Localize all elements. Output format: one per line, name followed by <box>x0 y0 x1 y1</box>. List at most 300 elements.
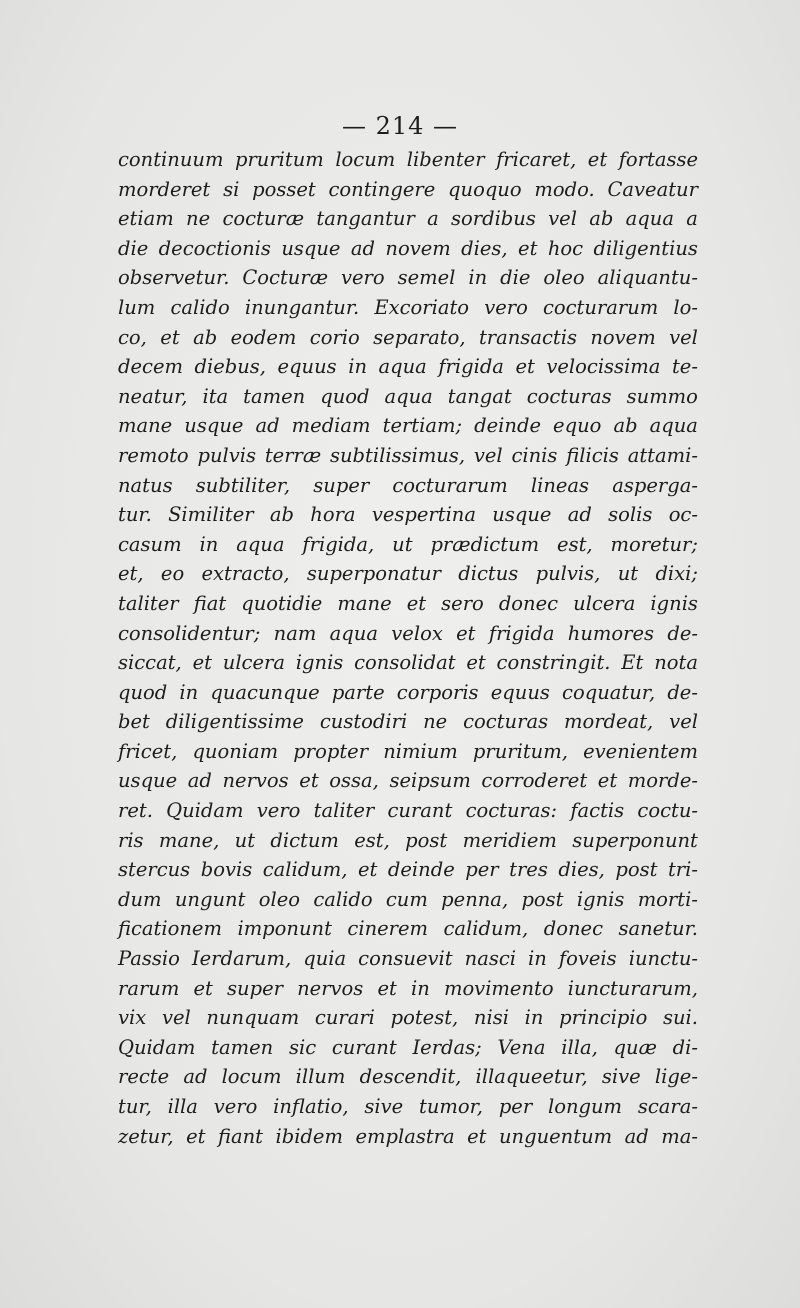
word: etiam <box>118 207 174 231</box>
word: superponunt <box>572 828 698 852</box>
word: neatur, <box>118 384 188 408</box>
word: ad <box>183 1065 208 1089</box>
word: decoctionis <box>158 236 271 260</box>
word: tangantur <box>316 207 415 231</box>
word: tur, <box>118 1095 152 1118</box>
word: te- <box>671 355 698 379</box>
word: solis <box>608 503 653 527</box>
word: continuum <box>118 148 224 171</box>
word: nervos <box>222 769 289 793</box>
text-line <box>118 559 698 589</box>
word: aliquantu- <box>597 266 698 290</box>
word: consolidat <box>354 651 456 675</box>
word: quoniam <box>192 739 279 763</box>
word: calidum, <box>262 858 348 882</box>
word: lo- <box>673 295 698 319</box>
word: coquatur, <box>562 680 656 704</box>
word: et <box>587 148 608 171</box>
text-line <box>118 471 698 501</box>
word: longum <box>547 1095 623 1118</box>
word: nota <box>654 651 698 675</box>
word: iunctu- <box>628 947 698 971</box>
word: usque <box>184 414 244 438</box>
word: ret. <box>118 799 153 823</box>
word: sic <box>288 1035 317 1059</box>
word: post <box>615 858 658 882</box>
word: nam <box>273 621 317 645</box>
word: calido <box>170 295 230 319</box>
word: super <box>227 976 283 1000</box>
word: usque <box>281 236 341 260</box>
word: nervos <box>297 976 364 1000</box>
word: curari <box>314 1006 375 1030</box>
body-text <box>118 145 698 1151</box>
word: filicis <box>566 443 619 467</box>
word: principio <box>559 1006 648 1030</box>
word: et <box>467 1124 487 1148</box>
word: locum <box>335 148 396 171</box>
word: ulcera <box>573 591 636 615</box>
word: nunquam <box>206 1006 300 1030</box>
word: et, <box>118 562 144 586</box>
word: dictum <box>270 828 339 852</box>
word: Et <box>621 651 644 675</box>
word: terræ <box>264 443 322 467</box>
word: nimium <box>383 739 458 763</box>
text-line <box>118 855 698 885</box>
word: ulcera <box>222 651 285 675</box>
word: et <box>456 621 476 645</box>
text-line <box>118 796 698 826</box>
word: a <box>686 207 698 231</box>
word: ita <box>202 384 229 408</box>
word: pulvis, <box>535 562 601 586</box>
word: pulvis <box>197 443 257 467</box>
word: imponunt <box>237 917 332 941</box>
text-line <box>118 1122 698 1152</box>
word: scara- <box>637 1095 698 1118</box>
word: diligentissime <box>165 710 304 734</box>
word: deinde <box>387 858 455 882</box>
text-line <box>118 619 698 649</box>
word: recte <box>118 1065 170 1089</box>
word: oleo <box>543 266 585 290</box>
word: frigida <box>488 621 555 645</box>
page-number: — 214 — <box>341 112 459 140</box>
text-line <box>118 530 698 560</box>
word: vero <box>256 799 301 823</box>
word: fortasse <box>618 148 698 171</box>
word: dictus <box>458 562 519 586</box>
word: ad <box>187 769 212 793</box>
word: oleo <box>258 887 300 911</box>
text-line <box>118 737 698 767</box>
word: pruritum <box>234 148 324 171</box>
word: de- <box>667 680 698 704</box>
word: prædictum <box>430 532 540 556</box>
word: aqua <box>649 414 698 438</box>
text-line <box>118 382 698 412</box>
word: in <box>468 266 488 290</box>
word: evenientem <box>583 739 698 763</box>
word: cocturas <box>526 384 612 408</box>
word: fricaret, <box>496 148 577 171</box>
word: in <box>528 947 547 971</box>
word: vel <box>548 207 577 231</box>
word: modo. <box>534 177 595 201</box>
word: humores <box>567 621 655 645</box>
word: deinde <box>474 414 541 438</box>
word: fricet, <box>118 739 178 763</box>
word: hoc <box>547 236 584 260</box>
word: Quidam <box>118 1035 196 1059</box>
word: vel <box>669 710 698 734</box>
word: semel <box>397 266 456 290</box>
word: penna, <box>441 887 509 911</box>
word: et <box>358 858 378 882</box>
word: ignis <box>650 591 698 615</box>
word: quod <box>118 680 168 704</box>
word: cocturæ <box>222 207 305 231</box>
word: illaqueetur, <box>475 1065 588 1089</box>
word: et <box>515 355 535 379</box>
word: ris <box>118 828 144 852</box>
word: curant <box>331 1035 397 1059</box>
word: sero <box>441 591 484 615</box>
word: est, <box>557 532 593 556</box>
word: ignis <box>295 651 344 675</box>
word: coctu- <box>637 799 698 823</box>
word: per <box>465 858 499 882</box>
word: ignis <box>576 887 625 911</box>
word: cocturarum <box>392 473 508 497</box>
word: locum <box>221 1065 282 1089</box>
word: tur. <box>118 503 152 527</box>
word: ut <box>392 532 413 556</box>
text-line <box>118 411 698 441</box>
word: quod <box>320 384 370 408</box>
word: et <box>406 591 427 615</box>
word: post <box>405 828 448 852</box>
word: siccat, <box>118 651 182 675</box>
word: cocturarum <box>542 295 659 319</box>
text-line <box>118 323 698 353</box>
word: tumor, <box>419 1095 484 1118</box>
text-line <box>118 944 698 974</box>
word: calidum, <box>443 917 529 941</box>
text-line <box>118 263 698 293</box>
word: extracto, <box>201 562 290 586</box>
word: lineas <box>530 473 590 497</box>
word: die <box>500 266 531 290</box>
word: sordibus <box>451 207 536 231</box>
word: lum <box>118 295 156 319</box>
word: di- <box>672 1035 698 1059</box>
word: ab <box>269 503 294 527</box>
word: ossa, <box>329 769 379 793</box>
word: ut <box>617 562 639 586</box>
word: bet <box>118 710 150 734</box>
word: de- <box>667 621 698 645</box>
word: equus <box>490 680 550 704</box>
word: natus <box>118 473 173 497</box>
text-line <box>118 234 698 264</box>
word: subtilissimus, <box>329 443 466 467</box>
word: dixi; <box>655 562 698 586</box>
word: attami- <box>627 443 698 467</box>
word: tertiam; <box>382 414 463 438</box>
word: Excoriato <box>374 295 470 319</box>
word: curant <box>387 799 453 823</box>
word: Vena <box>497 1035 546 1059</box>
word: corio <box>309 325 360 349</box>
word: usque <box>118 769 178 793</box>
word: sive <box>364 1095 404 1118</box>
word: in <box>199 532 219 556</box>
text-line <box>118 914 698 944</box>
word: ad <box>567 503 592 527</box>
word: vero <box>213 1095 258 1118</box>
word: si <box>223 177 240 201</box>
word: equo <box>553 414 602 438</box>
word: et <box>299 769 319 793</box>
word: iuncturarum, <box>567 976 698 1000</box>
word: bovis <box>200 858 253 882</box>
text-line <box>118 766 698 796</box>
word: cocturas: <box>465 799 558 823</box>
word: diebus, <box>194 355 267 379</box>
word: cum <box>385 887 428 911</box>
word: aqua <box>329 621 378 645</box>
text-line <box>118 1092 698 1122</box>
word: aqua <box>378 355 427 379</box>
word: diligentius <box>593 236 698 260</box>
word: ma- <box>661 1124 698 1148</box>
word: factis <box>570 799 625 823</box>
word: Caveatur <box>607 177 698 201</box>
word: descendit, <box>359 1065 462 1089</box>
word: et <box>597 769 618 793</box>
word: emplastra <box>355 1124 455 1148</box>
word: die <box>118 236 149 260</box>
text-line <box>118 352 698 382</box>
word: frigida <box>438 355 504 379</box>
word: quotidie <box>241 591 323 615</box>
word: superponatur <box>306 562 441 586</box>
word: vix <box>118 1006 147 1030</box>
word: rarum <box>118 976 180 1000</box>
word: separato, <box>373 325 466 349</box>
text-line <box>118 441 698 471</box>
text-line <box>118 145 698 175</box>
word: ad <box>255 414 280 438</box>
word: nisi <box>473 1006 509 1030</box>
word: subtiliter, <box>195 473 291 497</box>
word: parte <box>331 680 385 704</box>
text-line <box>118 1003 698 1033</box>
text-line <box>118 648 698 678</box>
word: cocturas <box>463 710 549 734</box>
word: ut <box>234 828 256 852</box>
word: taliter <box>118 591 179 615</box>
word: stercus <box>118 858 191 882</box>
word: lige- <box>654 1065 698 1089</box>
word: et <box>518 236 538 260</box>
word: ficationem <box>118 917 222 941</box>
text-line <box>118 707 698 737</box>
word: propter <box>293 739 369 763</box>
word: aqua <box>236 532 285 556</box>
word: dies, <box>461 236 508 260</box>
word: summo <box>626 384 698 408</box>
word: foveis <box>558 947 617 971</box>
word: consuevit <box>358 947 453 971</box>
word: ad <box>350 236 375 260</box>
word: per <box>498 1095 533 1118</box>
text-line <box>118 589 698 619</box>
word: co, <box>118 325 147 349</box>
word: oc- <box>668 503 698 527</box>
word: aqua <box>625 207 674 231</box>
word: observetur. <box>118 266 230 290</box>
word: in <box>179 680 199 704</box>
word: illa <box>167 1095 198 1118</box>
word: Ierdarum, <box>191 947 292 971</box>
word: illum <box>295 1065 346 1089</box>
word: vespertina <box>371 503 476 527</box>
word: morde- <box>627 769 698 793</box>
word: morderet <box>118 177 211 201</box>
word: aqua <box>384 384 433 408</box>
word: constringit. <box>496 651 611 675</box>
word: Similiter <box>168 503 254 527</box>
word: tamen <box>243 384 306 408</box>
text-line <box>118 1033 698 1063</box>
word: donec <box>543 917 603 941</box>
text-line <box>118 826 698 856</box>
word: tangat <box>447 384 512 408</box>
word: Passio <box>118 947 180 971</box>
text-line <box>118 1062 698 1092</box>
word: casum <box>118 532 182 556</box>
word: corporis <box>396 680 479 704</box>
text-line <box>118 204 698 234</box>
word: et <box>186 1124 206 1148</box>
word: moretur; <box>610 532 698 556</box>
word: tamen <box>211 1035 274 1059</box>
word: super <box>313 473 370 497</box>
word: post <box>521 887 564 911</box>
word: nasci <box>464 947 516 971</box>
word: vel <box>473 443 503 467</box>
text-line <box>118 293 698 323</box>
word: quæ <box>613 1035 657 1059</box>
word: ab <box>193 325 218 349</box>
word: meridiem <box>462 828 557 852</box>
word: ab <box>589 207 614 231</box>
word: cinerem <box>347 917 429 941</box>
word: et <box>466 651 486 675</box>
word: potest, <box>390 1006 459 1030</box>
word: novem <box>385 236 451 260</box>
word: ibidem <box>275 1124 343 1148</box>
word: ad <box>624 1124 649 1148</box>
word: contingere <box>328 177 436 201</box>
text-line <box>118 678 698 708</box>
word: custodiri <box>319 710 408 734</box>
word: Ierdas; <box>412 1035 482 1059</box>
text-line <box>118 500 698 530</box>
word: frigida, <box>302 532 375 556</box>
word: mane <box>118 414 173 438</box>
word: est, <box>354 828 390 852</box>
word: fiant <box>217 1124 263 1148</box>
word: quia <box>303 947 347 971</box>
word: in <box>348 355 367 379</box>
word: transactis <box>478 325 577 349</box>
word: in <box>524 1006 544 1030</box>
word: ungunt <box>174 887 246 911</box>
word: novem <box>590 325 656 349</box>
word: ne <box>186 207 211 231</box>
word: inflatio, <box>273 1095 349 1118</box>
word: consolidentur; <box>118 621 261 645</box>
word: taliter <box>313 799 375 823</box>
word: donec <box>498 591 559 615</box>
text-line <box>118 974 698 1004</box>
word: vel <box>669 325 698 349</box>
word: inungantur. <box>244 295 360 319</box>
word: Cocturæ <box>242 266 329 290</box>
word: quoquo <box>448 177 522 201</box>
word: ab <box>613 414 638 438</box>
word: eodem <box>230 325 297 349</box>
word: illa, <box>561 1035 598 1059</box>
word: equus <box>277 355 337 379</box>
word: quacunque <box>210 680 320 704</box>
word: et <box>160 325 180 349</box>
word: fiat <box>193 591 227 615</box>
word: in <box>411 976 430 1000</box>
word: vero <box>484 295 528 319</box>
word: mediam <box>291 414 371 438</box>
word: tri- <box>667 858 698 882</box>
word: dies, <box>558 858 605 882</box>
word: asperga- <box>612 473 698 497</box>
word: usque <box>492 503 552 527</box>
word: sui. <box>662 1006 698 1030</box>
word: et <box>377 976 397 1000</box>
word: remoto <box>118 443 189 467</box>
word: calido <box>313 887 373 911</box>
word: sive <box>601 1065 641 1089</box>
word: mane, <box>158 828 220 852</box>
word: Quidam <box>166 799 244 823</box>
word: morti- <box>637 887 698 911</box>
word: hora <box>310 503 356 527</box>
word: dum <box>118 887 162 911</box>
word: unguentum <box>498 1124 613 1148</box>
text-line <box>118 885 698 915</box>
word: vero <box>341 266 385 290</box>
word: cinis <box>511 443 558 467</box>
word: posset <box>252 177 316 201</box>
word: seipsum <box>389 769 471 793</box>
word: velocissima <box>546 355 661 379</box>
word: mane <box>337 591 392 615</box>
word: eo <box>160 562 185 586</box>
word: sanetur. <box>618 917 698 941</box>
